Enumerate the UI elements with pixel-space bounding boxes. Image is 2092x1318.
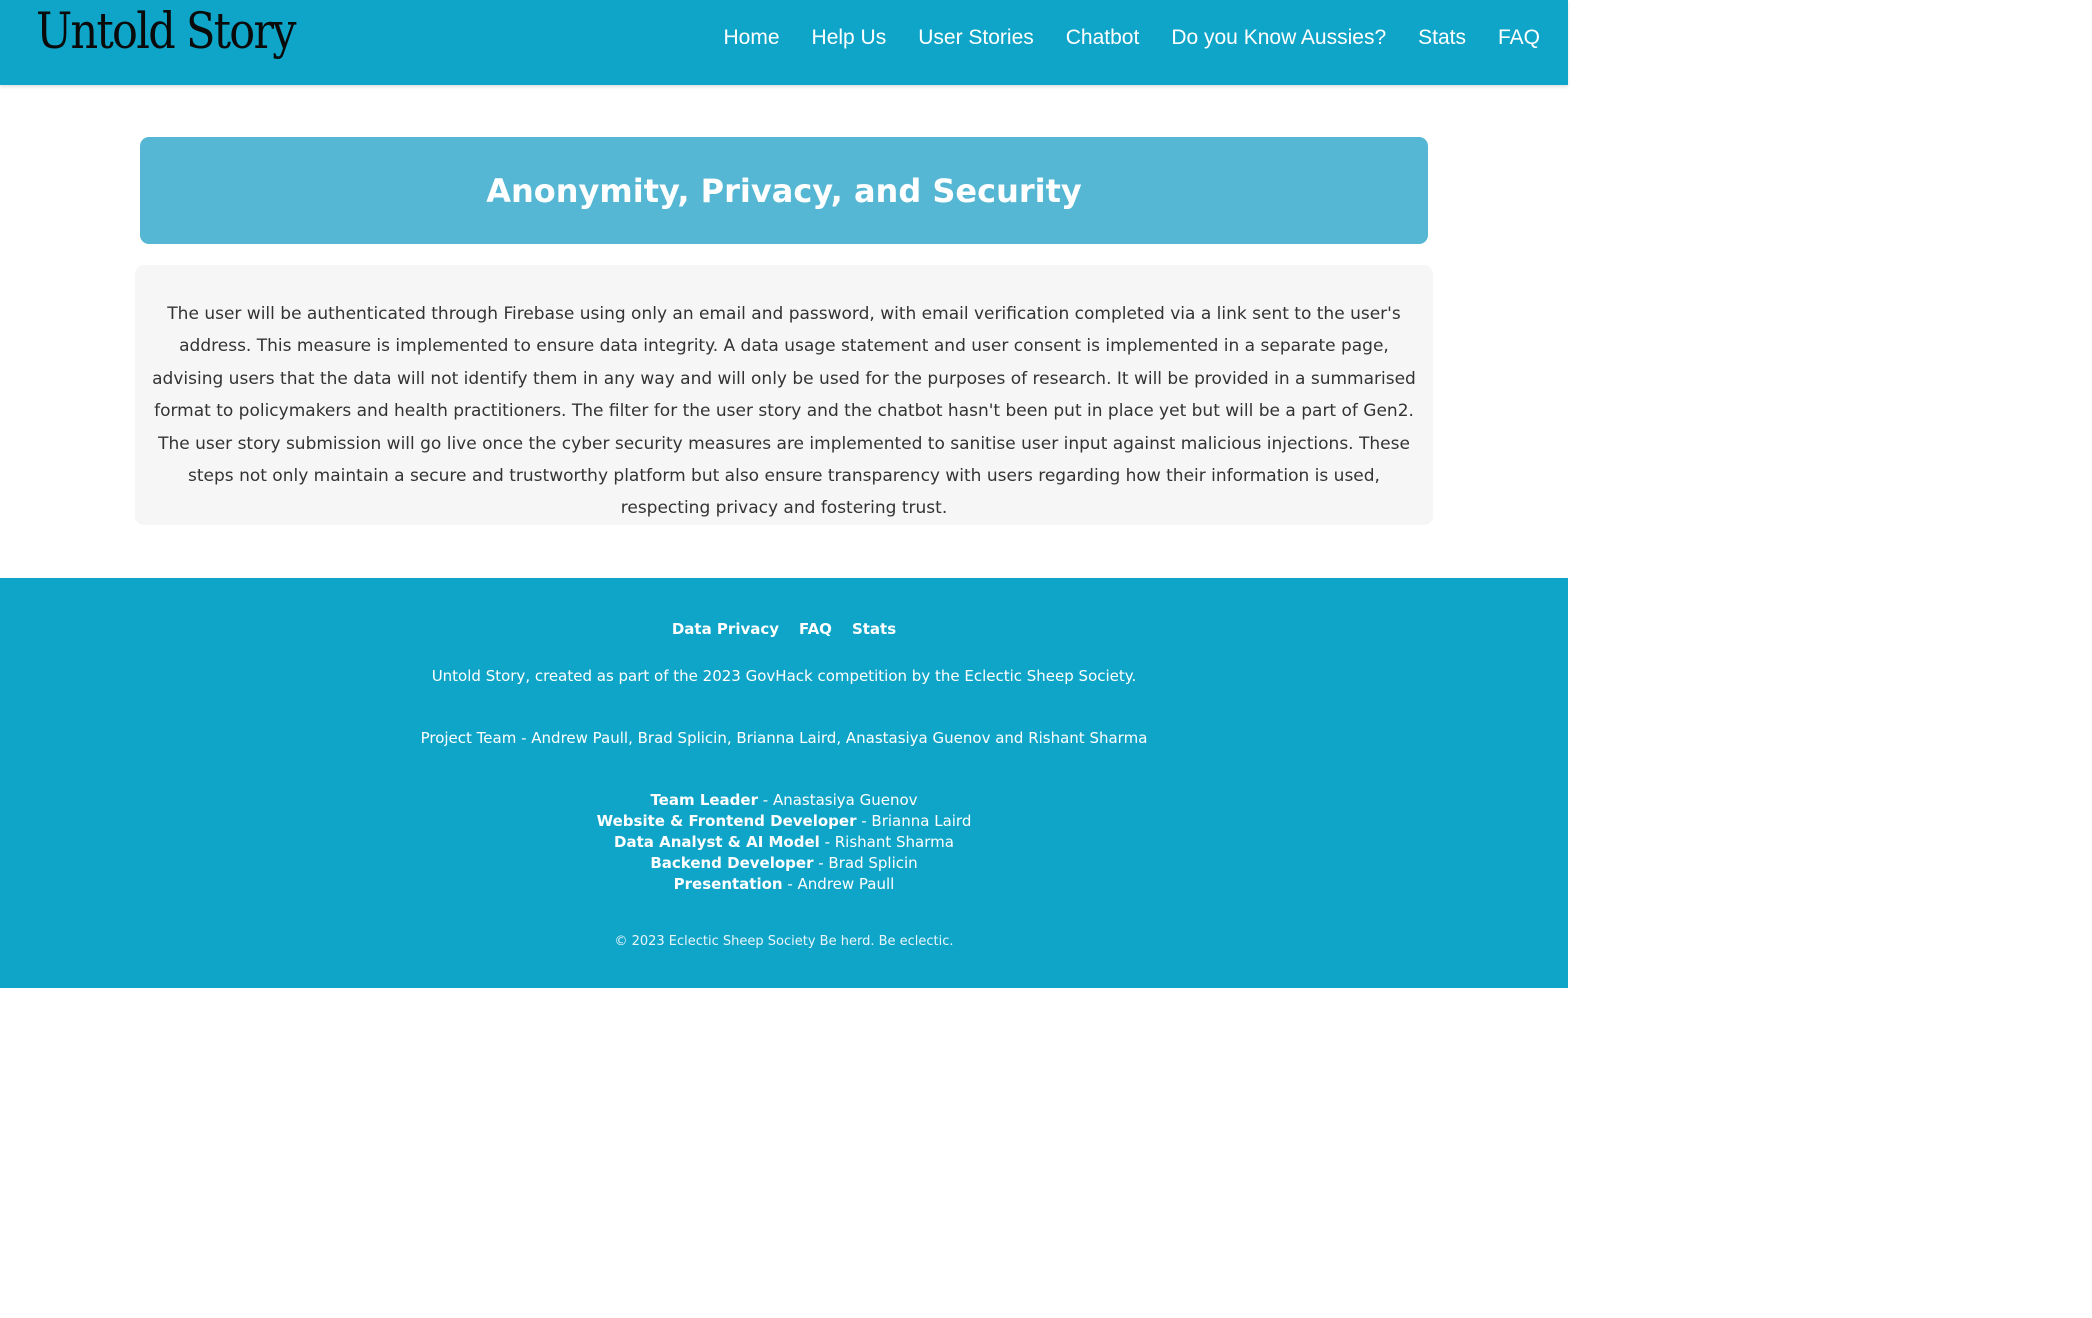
role-row	[0, 832, 1568, 853]
nav-help-us[interactable]: Help Us	[811, 26, 887, 49]
role-row	[0, 811, 1568, 832]
title-card	[140, 137, 1428, 244]
footer-copyright: © 2023 Eclectic Sheep Society Be herd. Be eclectic.	[614, 934, 954, 949]
footer-link-stats[interactable]: Stats	[851, 620, 897, 638]
role-row	[0, 790, 1568, 811]
main-nav	[724, 26, 1541, 50]
page-title: Anonymity, Privacy, and Security	[486, 171, 1082, 210]
role-member: - Brianna Laird	[856, 812, 972, 830]
nav-faq[interactable]: FAQ	[1497, 26, 1540, 49]
nav-chatbot[interactable]: Chatbot	[1065, 26, 1140, 49]
role-title: Backend Developer	[650, 854, 814, 872]
role-title: Website & Frontend Developer	[596, 812, 857, 830]
content-paragraph: The user will be authenticated through Firebase using only an email and password, with email verification completed via a link sent to the user's address. This measure is implemented to ensure data integrity. A data usage statement and user consent is implemented in a separate page, advising users that the data will not identify them in any way and will only be used for the purposes of research. It will be provided in a summarised format to policymakers and health practitioners. The filter for the user story and the chatbot hasn't been put in place yet but will be a part of Gen2. The user story submission will go live once the cyber security measures are implemented to sanitise user input against malicious injections. These steps not only maintain a secure and trustworthy platform but also ensure transparency with users regarding how their information is used, respecting privacy and fostering trust.	[152, 304, 1416, 519]
footer-links	[0, 620, 1568, 638]
footer-project-team: Project Team - Andrew Paull, Brad Splicin, Brianna Laird, Anastasiya Guenov and Rishant Sharma	[420, 729, 1148, 747]
role-title: Data Analyst & AI Model	[614, 833, 820, 851]
role-member: - Andrew Paull	[782, 875, 895, 893]
nav-do-you-know-aussies[interactable]: Do you Know Aussies?	[1171, 26, 1387, 49]
site-logo[interactable]: Untold Story	[36, 2, 295, 60]
footer-credit: Untold Story, created as part of the 2023 GovHack competition by the Eclectic Sheep Society.	[431, 667, 1137, 685]
role-member: - Anastasiya Guenov	[758, 791, 918, 809]
footer-link-faq[interactable]: FAQ	[799, 620, 832, 638]
nav-user-stories[interactable]: User Stories	[918, 26, 1034, 49]
site-footer	[0, 578, 1568, 988]
team-roles	[0, 790, 1568, 895]
nav-home[interactable]: Home	[723, 26, 780, 49]
footer-link-data-privacy[interactable]: Data Privacy	[671, 620, 780, 638]
role-row	[0, 874, 1568, 895]
nav-stats[interactable]: Stats	[1418, 26, 1466, 49]
role-title: Team Leader	[650, 791, 758, 809]
role-row	[0, 853, 1568, 874]
content-card	[135, 265, 1433, 525]
site-header	[0, 0, 1568, 85]
role-member: - Rishant Sharma	[819, 833, 954, 851]
role-title: Presentation	[673, 875, 783, 893]
role-member: - Brad Splicin	[813, 854, 918, 872]
